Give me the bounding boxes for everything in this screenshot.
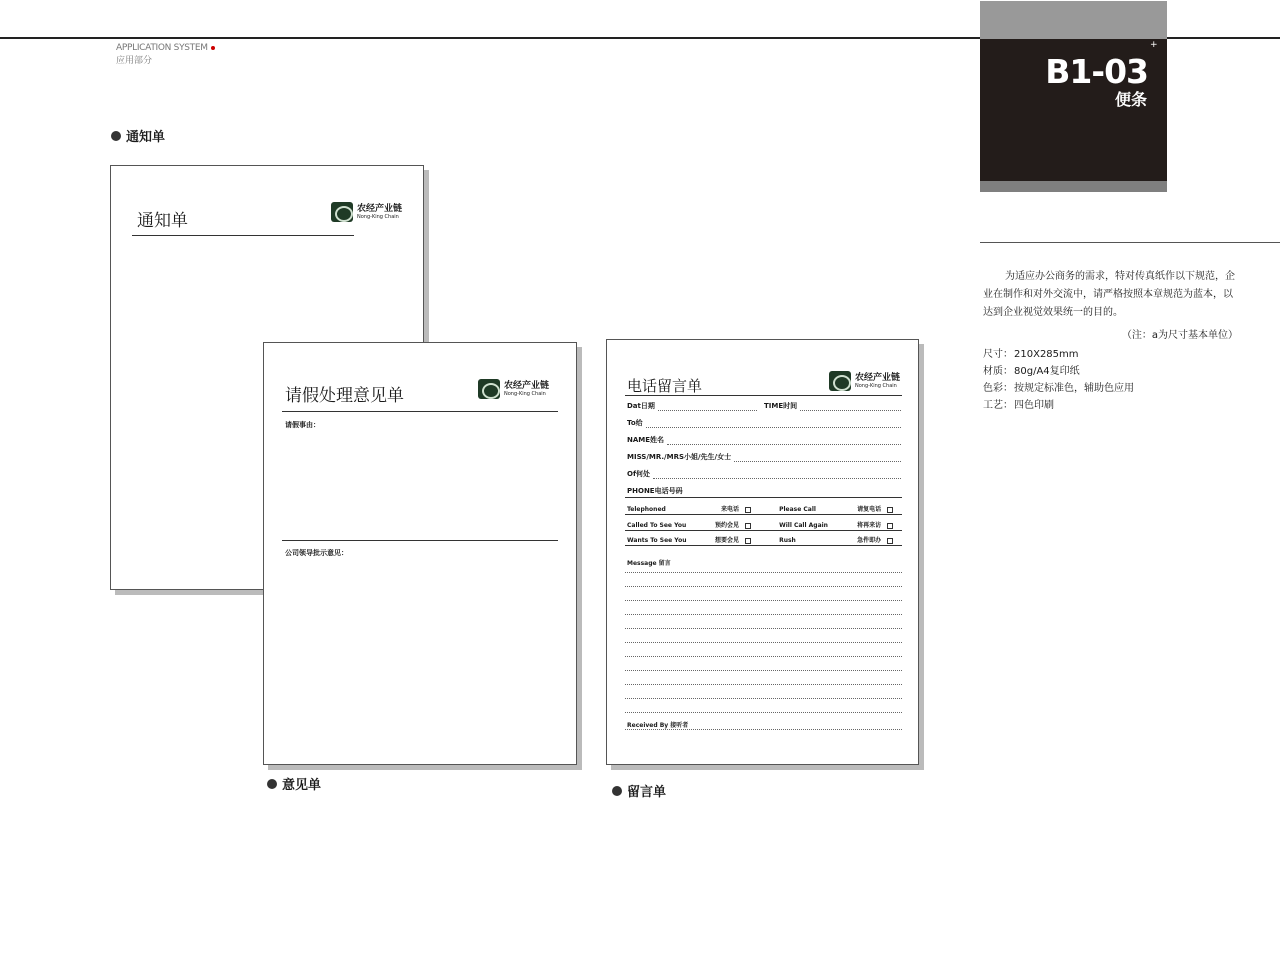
checkbox[interactable]	[745, 538, 751, 544]
received-line	[625, 729, 902, 730]
logo-icon	[331, 202, 353, 222]
bullet-icon	[111, 131, 121, 141]
red-dot-icon	[211, 46, 215, 50]
check-rule	[625, 530, 902, 531]
miss-field: MISS/MR./MRS小姐/先生/女士	[627, 452, 901, 462]
section-opinion: 意见单	[267, 774, 321, 793]
right-rule	[980, 242, 1280, 243]
logo-icon	[829, 371, 851, 391]
received-label: Received By 接听者	[627, 722, 689, 729]
time-field: TIME时间	[764, 401, 901, 411]
logo-icon	[478, 379, 500, 399]
message-title: 电话留言单	[627, 377, 703, 395]
spec-color: 色彩：按规定标准色，辅助色应用	[983, 383, 1134, 394]
bullet-icon	[612, 786, 622, 796]
title-rule	[625, 395, 902, 396]
intro-text: 为适应办公商务的需求，特对传真纸作以下规范，企业在制作和对外交流中，请严格按照本章规范为蓝本，以达到企业视觉效果统一的目的。	[983, 271, 1235, 318]
checkbox[interactable]	[745, 523, 751, 529]
logo: 农经产业链 Nong-King Chain	[829, 371, 900, 391]
bullet-icon	[267, 779, 277, 789]
message-label: Message 留言	[627, 560, 671, 567]
page-title: 便条	[1114, 90, 1147, 109]
spec-size: 尺寸：210X285mm	[983, 349, 1079, 360]
code-block-bottom	[980, 181, 1167, 192]
app-system-label: APPLICATION SYSTEM	[116, 43, 215, 53]
page-code: B1-03	[1045, 52, 1148, 91]
section-notice: 通知单	[111, 126, 165, 145]
checkbox[interactable]	[887, 538, 893, 544]
leave-reason-label: 请假事由：	[285, 421, 320, 429]
code-block-top	[980, 1, 1167, 39]
check-rule	[625, 545, 902, 546]
message-lines	[625, 562, 902, 713]
opinion-sheet	[263, 342, 577, 765]
section-message: 留言单	[612, 781, 666, 800]
phone-label: PHONE电话号码	[627, 487, 683, 495]
opinion-title: 请假处理意见单	[285, 386, 404, 406]
unit-note: （注：a为尺寸基本单位）	[1121, 330, 1238, 341]
logo: 农经产业链 Nong-King Chain	[331, 202, 402, 222]
title-rule	[132, 235, 354, 236]
check-rule	[625, 514, 902, 515]
spec-process: 工艺：四色印刷	[983, 400, 1054, 411]
app-system-cn: 应用部分	[116, 56, 153, 66]
title-rule	[282, 411, 558, 412]
check-row: Telephoned 来电话 Please Call 请复电话	[627, 504, 903, 513]
checkbox[interactable]	[887, 523, 893, 529]
check-row: Wants To See You 想要会见 Rush 急件即办	[627, 535, 903, 544]
checkbox[interactable]	[887, 507, 893, 513]
leader-opinion-label: 公司领导批示意见：	[285, 549, 348, 557]
check-row: Called To See You 预约会见 Will Call Again 将再来访	[627, 520, 903, 529]
phone-rule	[625, 497, 902, 498]
to-field: To给	[627, 418, 901, 428]
name-field: NAME姓名	[627, 435, 901, 445]
of-field: Of何处	[627, 469, 901, 479]
message-sheet	[606, 339, 919, 765]
logo: 农经产业链 Nong-King Chain	[478, 379, 549, 399]
mid-rule	[282, 540, 558, 541]
date-field: Dat日期	[627, 401, 757, 411]
checkbox[interactable]	[745, 507, 751, 513]
spec-material: 材质：80g/A4复印纸	[983, 366, 1080, 377]
plus-icon: +	[1150, 40, 1158, 50]
notice-title: 通知单	[137, 211, 188, 231]
